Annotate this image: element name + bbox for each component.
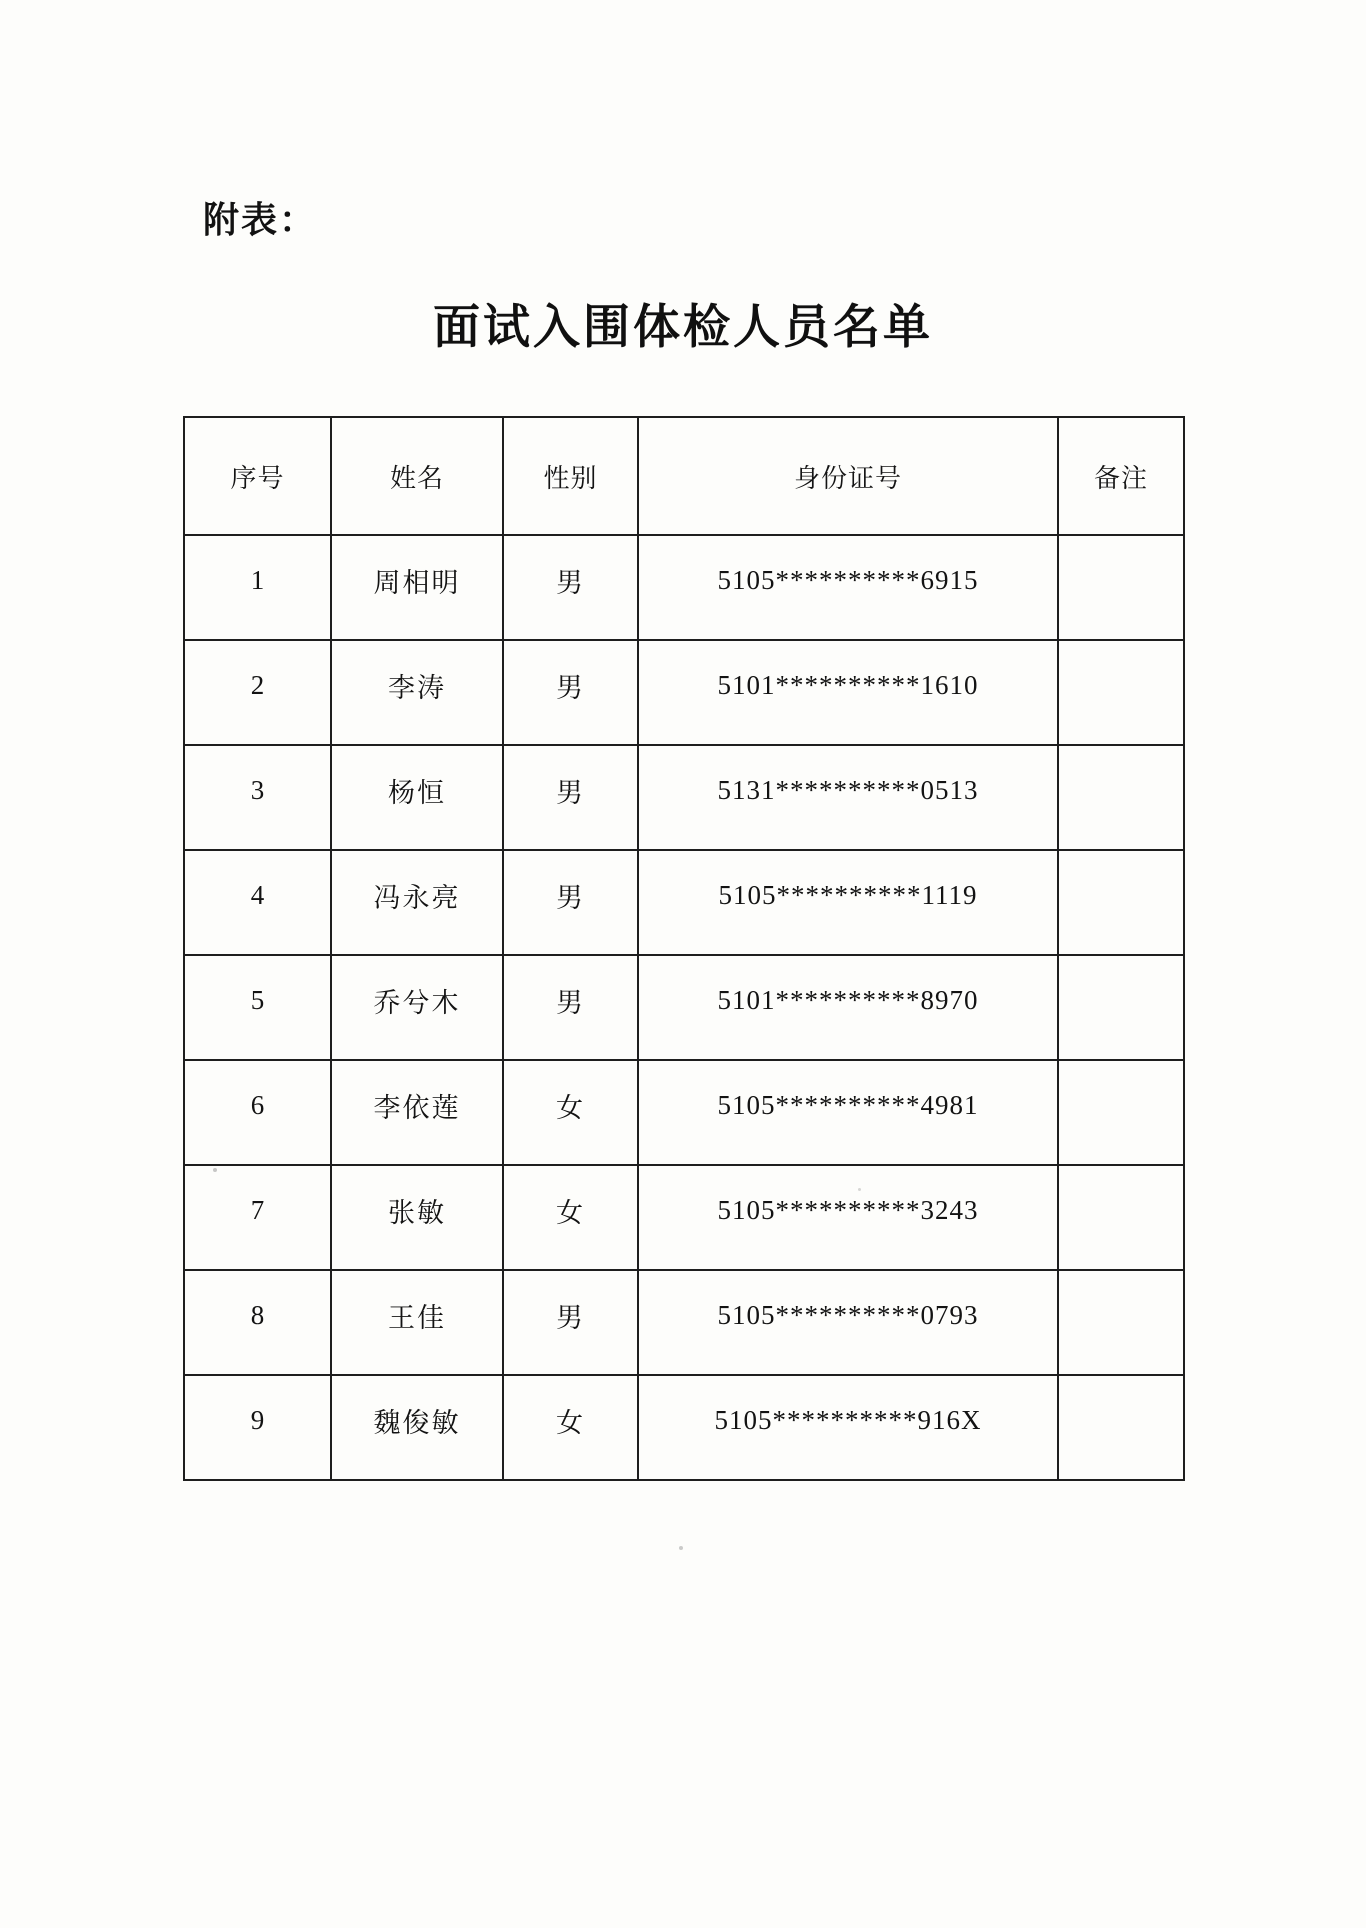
- person-gender: 女: [503, 1060, 638, 1165]
- person-remark: [1058, 745, 1184, 850]
- person-name: 李依莲: [331, 1060, 503, 1165]
- person-remark: [1058, 640, 1184, 745]
- person-gender: 女: [503, 1375, 638, 1480]
- person-gender: 女: [503, 1165, 638, 1270]
- table-row: [184, 1270, 1184, 1375]
- scan-speck: [679, 1546, 683, 1550]
- person-id-number: 5105**********4981: [638, 1060, 1058, 1165]
- row-index: 2: [184, 640, 331, 745]
- person-remark: [1058, 1060, 1184, 1165]
- row-index: 4: [184, 850, 331, 955]
- row-index: 1: [184, 535, 331, 640]
- person-name: 魏俊敏: [331, 1375, 503, 1480]
- column-header-id-number: 身份证号: [638, 417, 1058, 535]
- person-name: 杨恒: [331, 745, 503, 850]
- table-row: [184, 640, 1184, 745]
- row-index: 9: [184, 1375, 331, 1480]
- column-header-name: 姓名: [331, 417, 503, 535]
- page-title: 面试入围体检人员名单: [433, 300, 933, 353]
- person-id-number: 5105**********1119: [638, 850, 1058, 955]
- person-id-number: 5105**********6915: [638, 535, 1058, 640]
- table-row: [184, 1375, 1184, 1480]
- person-name: 冯永亮: [331, 850, 503, 955]
- person-remark: [1058, 955, 1184, 1060]
- person-name: 张敏: [331, 1165, 503, 1270]
- person-name: 周相明: [331, 535, 503, 640]
- person-id-number: 5105**********3243: [638, 1165, 1058, 1270]
- row-index: 5: [184, 955, 331, 1060]
- person-gender: 男: [503, 1270, 638, 1375]
- table-row: [184, 535, 1184, 640]
- scan-speck: [213, 1168, 217, 1172]
- table-row: [184, 1060, 1184, 1165]
- table-row: [184, 955, 1184, 1060]
- column-header-gender: 性别: [503, 417, 638, 535]
- person-id-number: 5101**********8970: [638, 955, 1058, 1060]
- person-name: 李涛: [331, 640, 503, 745]
- row-index: 8: [184, 1270, 331, 1375]
- person-name: 乔兮木: [331, 955, 503, 1060]
- person-gender: 男: [503, 640, 638, 745]
- person-gender: 男: [503, 535, 638, 640]
- person-remark: [1058, 535, 1184, 640]
- person-remark: [1058, 1270, 1184, 1375]
- person-name: 王佳: [331, 1270, 503, 1375]
- person-id-number: 5105**********916X: [638, 1375, 1058, 1480]
- table-row: [184, 1165, 1184, 1270]
- person-remark: [1058, 850, 1184, 955]
- person-id-number: 5131**********0513: [638, 745, 1058, 850]
- person-gender: 男: [503, 955, 638, 1060]
- person-id-number: 5101**********1610: [638, 640, 1058, 745]
- row-index: 6: [184, 1060, 331, 1165]
- table-row: [184, 745, 1184, 850]
- row-index: 3: [184, 745, 331, 850]
- scan-speck: [858, 1188, 861, 1191]
- person-gender: 男: [503, 850, 638, 955]
- person-id-number: 5105**********0793: [638, 1270, 1058, 1375]
- table-header-row: [184, 417, 1184, 535]
- person-remark: [1058, 1375, 1184, 1480]
- column-header-number: 序号: [184, 417, 331, 535]
- attachment-label: 附表：: [203, 199, 318, 240]
- candidate-roster-table: [183, 416, 1185, 1481]
- table-row: [184, 850, 1184, 955]
- person-remark: [1058, 1165, 1184, 1270]
- person-gender: 男: [503, 745, 638, 850]
- column-header-remark: 备注: [1058, 417, 1184, 535]
- row-index: 7: [184, 1165, 331, 1270]
